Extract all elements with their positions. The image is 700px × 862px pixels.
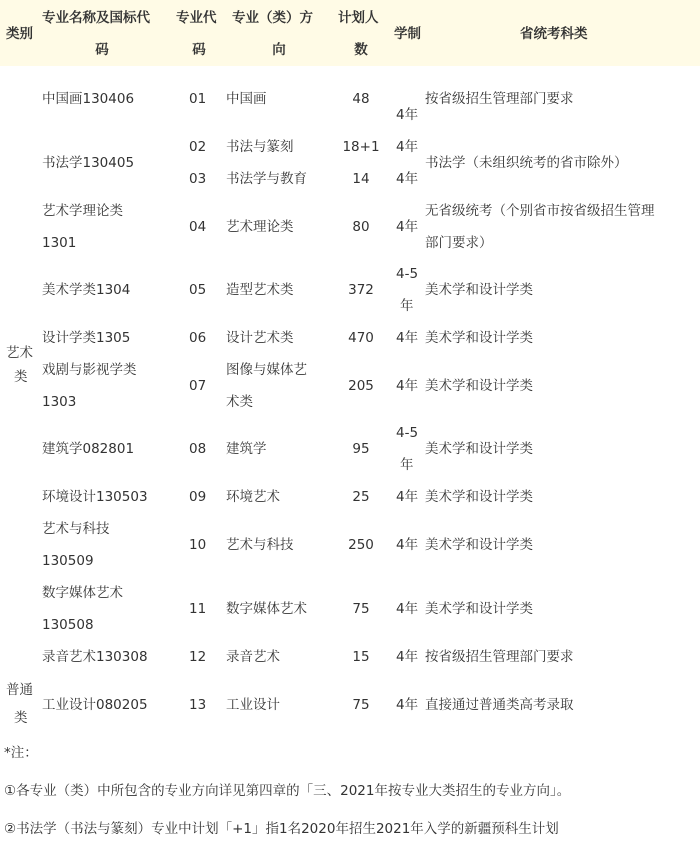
header-plan-line2: 数 (354, 42, 368, 58)
major-name: 中国画130406 (42, 91, 135, 107)
plan-count: 75 (352, 697, 370, 713)
duration: 4-5 (396, 425, 419, 441)
major-direction: 设计艺术类 (226, 330, 294, 346)
duration: 4年 (396, 378, 419, 394)
major-code: 01 (189, 91, 207, 107)
exam-category: 美术学和设计学类 (425, 282, 533, 298)
duration: 4年 (396, 107, 419, 123)
plan-count: 14 (352, 171, 370, 187)
major-name: 工业设计080205 (42, 697, 148, 713)
plan-count: 470 (348, 330, 374, 346)
major-name: 建筑学082801 (42, 441, 135, 457)
plan-count: 80 (352, 219, 370, 235)
header-category: 类别 (6, 26, 33, 42)
major-code: 08 (189, 441, 207, 457)
duration: 4年 (396, 171, 419, 187)
exam-category: 美术学和设计学类 (425, 441, 533, 457)
exam-category: 美术学和设计学类 (425, 330, 533, 346)
plan-count: 205 (348, 378, 374, 394)
duration: 4年 (396, 697, 419, 713)
header-exam: 省统考科类 (520, 26, 588, 42)
plan-count: 25 (352, 489, 370, 505)
major-name: 戏剧与影视学类 (42, 362, 137, 378)
major-name: 数字媒体艺术 (42, 585, 123, 601)
header-code-line1: 专业代 (176, 10, 217, 26)
header-code-line2: 码 (192, 42, 206, 58)
major-direction: 术类 (226, 394, 253, 410)
major-direction: 数字媒体艺术 (226, 601, 307, 617)
major-code: 09 (189, 489, 207, 505)
major-name: 书法学130405 (42, 155, 135, 171)
major-code: 02 (189, 139, 207, 155)
exam-category: 美术学和设计学类 (425, 601, 533, 617)
duration: 4年 (396, 649, 419, 665)
plan-count: 75 (352, 601, 370, 617)
plan-count: 95 (352, 441, 370, 457)
plan-count: 250 (348, 537, 374, 553)
major-direction: 艺术理论类 (226, 219, 294, 235)
duration: 4年 (396, 489, 419, 505)
major-code: 05 (189, 282, 207, 298)
plan-count: 18+1 (342, 139, 380, 155)
header-plan-line1: 计划人 (338, 10, 379, 26)
major-name: 设计学类1305 (42, 330, 131, 346)
major-direction: 图像与媒体艺 (226, 362, 307, 378)
exam-category: 美术学和设计学类 (425, 537, 533, 553)
major-name: 美术学类1304 (42, 282, 131, 298)
header-direction-line2: 向 (272, 42, 286, 58)
major-direction: 艺术与科技 (226, 537, 294, 553)
plan-count: 372 (348, 282, 374, 298)
major-name: 艺术学理论类 (42, 203, 123, 219)
plan-count: 48 (352, 91, 370, 107)
major-direction: 书法与篆刻 (226, 139, 294, 155)
exam-category: 按省级招生管理部门要求 (425, 91, 574, 107)
header-direction-line1: 专业（类）方 (232, 10, 313, 26)
major-name: 1301 (42, 235, 77, 251)
note-1: ①各专业（类）中所包含的专业方向详见第四章的「三、2021年按专业大类招生的专业方向」。 (4, 783, 571, 799)
duration: 4年 (396, 219, 419, 235)
major-direction: 录音艺术 (226, 649, 280, 665)
major-name: 录音艺术130308 (42, 649, 148, 665)
duration: 年 (400, 457, 414, 473)
major-code: 06 (189, 330, 207, 346)
plan-count: 15 (352, 649, 370, 665)
major-code: 10 (189, 537, 207, 553)
major-direction: 建筑学 (226, 441, 267, 457)
header-major-name-line2: 码 (95, 42, 109, 58)
major-name: 130508 (42, 617, 94, 633)
category-general-line1: 普通 (6, 682, 33, 698)
duration: 年 (400, 298, 414, 314)
header-major-name-line1: 专业名称及国标代 (42, 10, 150, 26)
major-code: 11 (189, 601, 207, 617)
major-code: 12 (189, 649, 207, 665)
exam-category: 直接通过普通类高考录取 (425, 697, 574, 713)
major-name: 艺术与科技 (42, 521, 110, 537)
exam-category: 书法学（未组织统考的省市除外） (425, 155, 628, 171)
major-name: 130509 (42, 553, 94, 569)
major-name: 环境设计130503 (42, 489, 148, 505)
duration: 4年 (396, 330, 419, 346)
exam-category: 无省级统考（个别省市按省级招生管理 (425, 203, 655, 219)
major-direction: 中国画 (226, 91, 267, 107)
major-direction: 造型艺术类 (226, 282, 294, 298)
major-code: 03 (189, 171, 207, 187)
duration: 4年 (396, 537, 419, 553)
duration: 4年 (396, 601, 419, 617)
exam-category: 美术学和设计学类 (425, 489, 533, 505)
major-code: 04 (189, 219, 207, 235)
note-2: ②书法学（书法与篆刻）专业中计划「+1」指1名2020年招生2021年入学的新疆预科生计划 (4, 821, 559, 837)
category-art-line2: 类 (14, 369, 28, 385)
major-code: 07 (189, 378, 207, 394)
exam-category: 部门要求） (425, 235, 493, 251)
major-name: 1303 (42, 394, 77, 410)
major-code: 13 (189, 697, 207, 713)
major-direction: 书法学与教育 (226, 171, 307, 187)
category-art-line1: 艺术 (6, 345, 33, 361)
notes-title: *注： (4, 745, 38, 761)
header-duration: 学制 (394, 26, 421, 42)
major-direction: 环境艺术 (226, 489, 280, 505)
category-general-line2: 类 (14, 710, 28, 726)
duration: 4年 (396, 139, 419, 155)
exam-category: 美术学和设计学类 (425, 378, 533, 394)
exam-category: 按省级招生管理部门要求 (425, 649, 574, 665)
duration: 4-5 (396, 266, 419, 282)
major-direction: 工业设计 (226, 697, 280, 713)
